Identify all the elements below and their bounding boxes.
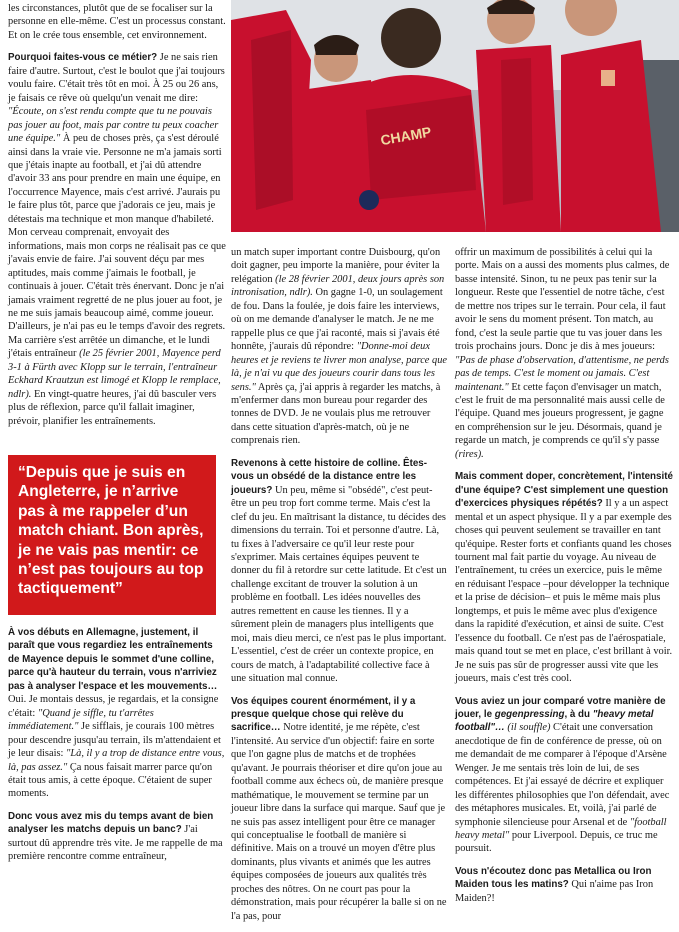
- answer-quote: "Là, il y a trop de distance entre vous, là, pas assez.": [8, 748, 225, 773]
- editor-note: (le 28 février 2001, deux jours après son intronisation, ndlr).: [231, 273, 445, 299]
- question: , à du: [564, 708, 593, 720]
- qa-block: [455, 246, 673, 461]
- article-photo: [231, 0, 679, 232]
- paragraph: les circonstances, plutôt que de se focaliser sur la personne en elle-même. C'est un processus constant. Et on le crée tous ensemble, cet environnement.: [8, 3, 226, 41]
- answer-quote: "Donne-moi deux heures et je reviens te livrer mon analyse, parce que là, je n'ai vu que des joueurs courir dans tous les sens.": [231, 341, 448, 393]
- answer-text: J'ai surtout dû apprendre très vite. Je me rappelle de ma première rencontre comme entraîneur,: [8, 824, 223, 863]
- question: Mais comment doper, concrètement, l'intensité d'une équipe? C'est simplement une question d'exercices physiques répétés?: [455, 471, 673, 510]
- question: Vous aviez un jour comparé votre manière de jouer, le: [455, 695, 666, 720]
- qa-block: [8, 626, 226, 801]
- question: À vos débuts en Allemagne, justement, il paraît que vous regardiez les entraînements de Mayence depuis le sommet d'une colline, parce qu'à hauteur du terrain, vous n'arriviez pas à analyser l'espace et les mouvements…: [8, 627, 218, 692]
- question-italic: "heavy metal football"…: [455, 708, 654, 734]
- answer-text: Oui. Je montais dessus, je regardais, et la consigne c'était:: [8, 694, 219, 719]
- question: Donc vous avez mis du temps avant de bien analyser les matchs depuis un banc?: [8, 810, 214, 836]
- answer-text: Et cette façon d'envisager un match, c'est le fruit de ma personnalité mais aussi celle de l'équipe. Quand mes joueurs progressent, je gagne en compréhension sur le jeu. Désormais, quand je regarde un match, je comprends ce qu'il s'y passe: [455, 381, 665, 447]
- answer-quote: "Quand je siffle, tu t'arrêtes immédiatement.": [8, 707, 154, 733]
- question-italic: gegenpressing: [494, 708, 565, 720]
- column-1-bottom-text: [8, 626, 226, 873]
- question: Vos équipes courent énormément, il y a presque quelque chose qui relève du sacrifice…: [231, 695, 416, 734]
- answer-text: En vingt-quatre heures, j'ai dû basculer vers plus de réflexion, parce qu'il fallait imaginer, prévoir, planifier les entraînements.: [8, 388, 217, 427]
- answer-text: Je sifflais, je courais 100 mètres pour descendre jusqu'au terrain, ils m'attendaient et je leur disais:: [8, 721, 221, 760]
- qa-block: [231, 695, 447, 924]
- qa-block: [8, 51, 226, 428]
- column-1-top-text: [8, 2, 226, 437]
- editor-note: (le 25 février 2001, Mayence perd 3-1 à Fürth avec Klopp sur le terrain, l'entraîneur Eckhard Krautzun est limogé et Klopp le remplace, ndlr).: [8, 348, 221, 400]
- answer-quote: "Écoute, on s'est rendu compte que tu ne pouvais pas jouer au foot, mais par contre tu peux coacher une équipe.": [8, 106, 219, 145]
- answer-text: pour Liverpool. Depuis, ce truc me poursuit.: [455, 830, 658, 855]
- answer-text: Qui n'aime pas Iron Maiden?!: [455, 879, 654, 904]
- answer-text: À peu de choses près, ça s'est déroulé ainsi dans la vraie vie. Personne ne m'a jamais sorti que j'étais inapte au football, et j'ai dû attendre d'avoir 33 ans pour prendre en main une équipe, en l'occurrence Mayence, mais c'est arrivé. J'aurais pu le faire plus tôt, parce que j'adorais ce jeu, mais je détestais ma technique et mon manque d'habileté. Mon cerveau comprenait, envoyait des informations, mais mon corps ne réalisait pas ce que j'avais envie de faire. J'ai souvent déçu par mes aptitudes, mais comme j'aimais le football, je continuais à jouer. C'était très énervant. Donc je n'ai jamais vraiment regretté de ne plus jouer au foot, je ne me suis jamais beaucoup aimé, comme joueur. D'ailleurs, je n'ai pas eu le temps d'avoir des regrets. Ma carrière s'est arrêtée un dimanche, et le lundi j'étais entraîneur: [8, 133, 226, 360]
- players-celebrating-illustration: [231, 0, 679, 232]
- qa-block: [8, 810, 226, 864]
- question: Pourquoi faites-vous ce métier?: [8, 52, 158, 64]
- svg-text:CHAMP: CHAMP: [379, 123, 433, 149]
- answer-text: C'était une conversation anecdotique de fin de conférence de presse, où on me demandait de me comparer à l'époque d'Arsène Wenger. Je me sentais très loin de lui, de ses compétences. Et j'ai essayé de décrire et expliquer les différentes philosophies que l'on défendait, avec des métaphores musicales. Et, voilà, j'ai parlé de symphonie silencieuse pour Arsenal et de: [455, 722, 670, 828]
- column-2-text: [231, 246, 447, 932]
- qa-block: [455, 865, 673, 905]
- answer-text: Un peu, même si "obsédé", c'est peut-être un peu trop fort comme terme. Mais c'est la clef du jeu. En maîtrisant la distance, tu décides des dimensions du terrain. Toi et personne d'autre. Là, tu fixes à l'adversaire ce qu'il leur reste pour s'exprimer. Mais certaines équipes peuvent te donner du fil à retordre sur cette latitude. Et c'est un challenge excitant de trouver la solution à un problème en football. Les idées nouvelles des autres remettent en cause les tiennes. Il y a sûrement plein de managers plus intelligents que moi, mais dieu merci, ce n'est pas le plus important. L'essentiel, c'est de créer un contexte propice, en cours de match, à l'adaptabilité collective face à une situation mal connue.: [231, 484, 447, 685]
- qa-block: [455, 470, 673, 685]
- pull-quote-text: “Depuis que je suis en Angleterre, je n’arrive pas à me rappeler d’un match chiant. Bon après, je ne vais pas mentir: ce n’est pas toujours au top tactiquement”: [18, 464, 204, 598]
- column-3-text: [455, 246, 673, 914]
- answer-text: offrir un maximum de possibilités à celui qui la porte. Mais on a aussi des moments plus calmes, de basse intensité. Sinon, tu ne peux pas tenir sur la longueur. Reste que l'essentiel de notre tâche, c'est de mettre nos tripes sur le terrain. Pour cela, il faut avoir le sens du moment présent. Ton match, au fond, c'est la seule partie que tu vas jouer dans les trois prochains jours. Donc je dis à mes joueurs:: [455, 247, 670, 353]
- answer-text: Ça nous faisait marrer parce qu'on était tous amis, à cette époque. C'étaient de super moments.: [8, 761, 213, 800]
- answer-text: Après ça, j'ai appris à regarder les matchs, à m'enfermer dans mon bureau pour regarder des tonnes de DVD. Je ne voulais plus me retrouver dans cette situation d'après-match, où je ne comprenais rien.: [231, 381, 441, 447]
- answer-quote: "Pas de phase d'observation, d'attentisme, ne perds pas de temps. C'est le moment ou jamais. C'est maintenant.": [455, 354, 669, 393]
- question: Revenons à cette histoire de colline. Êtes-vous un obsédé de la distance entre les joueurs?: [231, 457, 427, 496]
- qa-block: [231, 457, 447, 686]
- answer-text: Il y a un aspect mental et un aspect physique. Il y a par exemple des choses qui peuvent seulement se travailler en tant qu'équipe. Rester forts et confiants quand les choses tournent mal fait partie du voyage. Au niveau de l'entraînement, tu crées un exercice, puis le même en réduisant l'espace –pour développer la technique et la prise de décision– et puis le même mais plus longtemps, et puis le même avec plus d'exigence dans la rapidité d'exécution, et ainsi de suite. C'est l'essence du football. Ce n'est pas de l'aérospatiale, mais quand tout se met en place, c'est brillant à voir. Je ne suis pas sûr de progresser aussi vite que les joueurs, mais c'est très cool.: [455, 498, 673, 685]
- qa-block: [455, 695, 673, 856]
- answer-quote: "football heavy metal": [455, 816, 667, 842]
- qa-block: [231, 246, 447, 448]
- answer-text: un match super important contre Duisbourg, qu'on doit gagner, peu importe la manière, pour éviter la relégation: [231, 247, 441, 285]
- stage-direction: (il souffle): [504, 722, 551, 734]
- answer-text: Notre identité, je me répète, c'est l'intensité. Au service d'un objectif: faire en sorte que l'on gagne plus de matchs et de trophées qu'avant. Je pourrais théoriser et dire qu'on joue au football comme aux échecs où, de manière presque mathématique, le mouvement se termine par un joueur libre dans la surface qui marque. Sauf que je ne suis pas assez intelligent pour être ce manager qui conceptualise le football de manière si définitive. Mais on a trouvé un moyen d'être plus dominants, plus vivants et animés que les autres équipes composées de joueurs aux qualités très proches des nôtres. On ne court pas pour la démonstration, mais pour récupérer la balle si on ne l'a pas, pour: [231, 722, 447, 922]
- pull-quote-box: [8, 455, 216, 615]
- answer-text: On gagne 1-0, un soulagement de fou. Dans la foulée, je dois faire les interviews, où on me demande d'analyser le match. Je ne me rappelle plus ce que j'ai raconté, mais si j'avais été honnête, j'aurais dû répondre:: [231, 287, 443, 353]
- stage-direction: (rires).: [455, 448, 484, 460]
- question: Vous n'écoutez donc pas Metallica ou Iron Maiden tous les matins?: [455, 865, 652, 891]
- answer-text: Je ne sais rien faire d'autre. Surtout, c'est le boulot que j'ai toujours voulu faire. C'était très tôt en moi. À 25 ou 26 ans, je faisais ce rêve où quelqu'un venait me dire:: [8, 52, 225, 104]
